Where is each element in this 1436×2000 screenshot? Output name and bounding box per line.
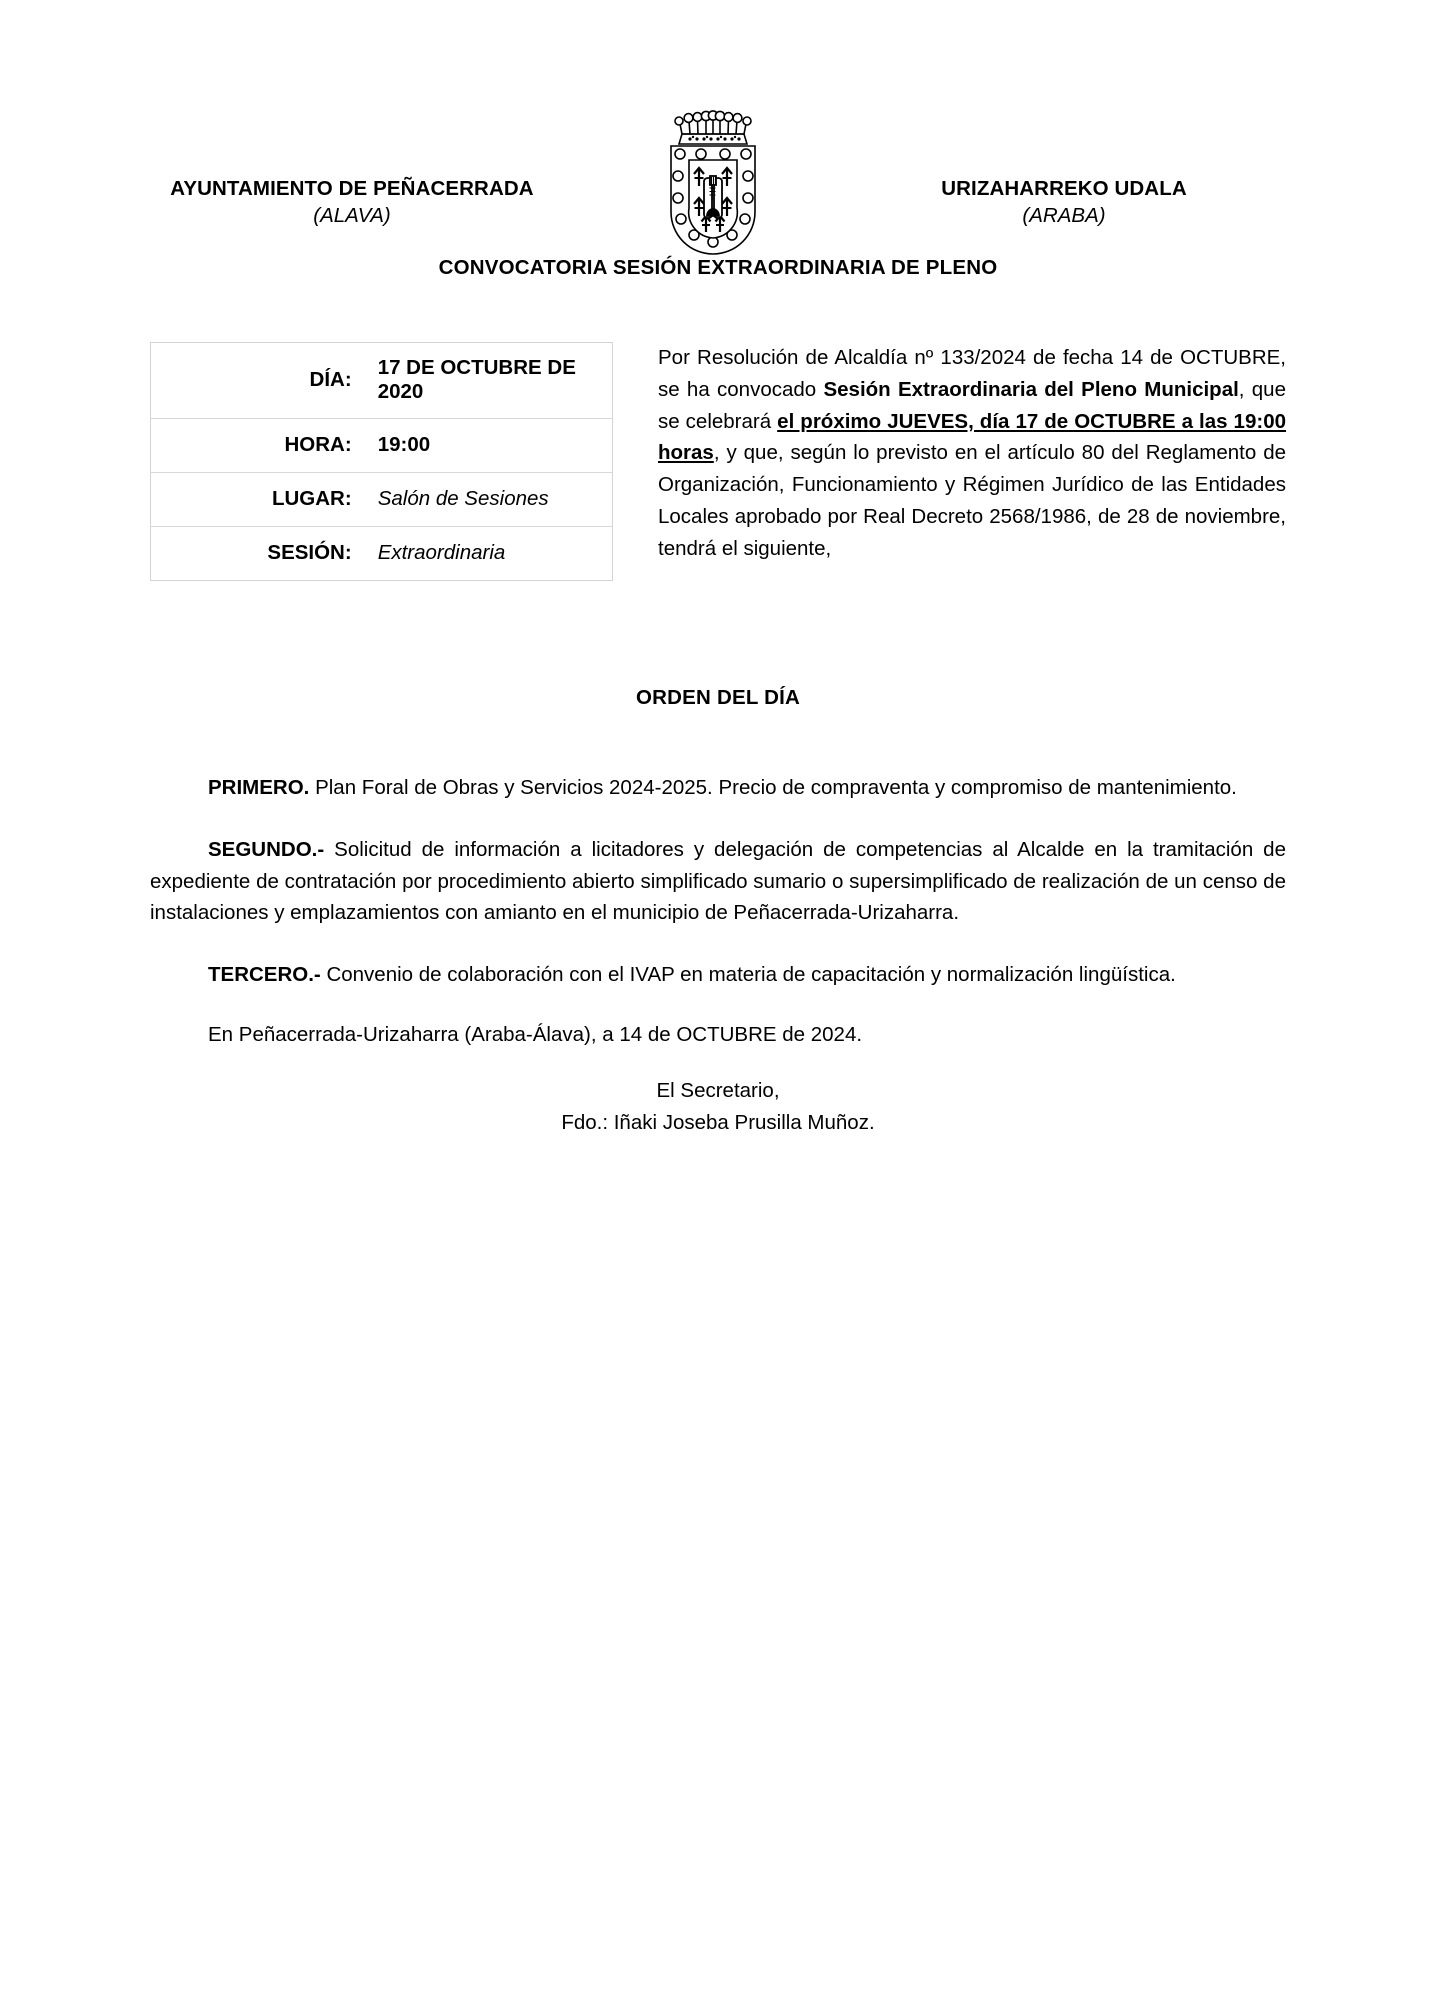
org-name-spanish: AYUNTAMIENTO DE PEÑACERRADA <box>170 177 534 200</box>
row-label-hora: HORA: <box>284 433 352 456</box>
signer-role: El Secretario, <box>656 1078 780 1102</box>
intro-paragraph <box>658 342 1286 564</box>
org-subtitle-spanish: (ALAVA) <box>313 203 391 227</box>
meeting-details-section <box>150 342 1286 612</box>
intro-text-part3: , y que, según lo previsto en el artículo 80 del Reglamento de Organización, Funcionamiento y Régimen Jurídico de las Entidades Locales aprobado por Real Decreto 2568/1986, de 28 de noviembre, tendrá el siguiente, <box>658 441 1286 560</box>
agenda-label-segundo: SEGUNDO.- <box>208 837 325 861</box>
agenda-item-segundo <box>150 834 1286 929</box>
table-row <box>151 419 613 473</box>
table-row <box>151 343 613 419</box>
agenda-item-tercero <box>150 959 1286 991</box>
org-name-basque: URIZAHARREKO UDALA <box>941 177 1187 200</box>
closing-place-date: En Peñacerrada-Urizaharra (Araba-Álava), a 14 de OCTUBRE de 2024. <box>208 1022 863 1046</box>
row-value-dia: 17 DE OCTUBRE DE 2020 <box>377 356 576 403</box>
intro-text-part2: , que se celebrará <box>658 377 1286 433</box>
table-row <box>151 473 613 527</box>
row-value-hora: 19:00 <box>377 433 431 456</box>
agenda-text-tercero: Convenio de colaboración con el IVAP en materia de capacitación y normalización lingüística. <box>320 963 1176 987</box>
agenda-label-primero: PRIMERO. <box>208 776 310 799</box>
org-block-basque <box>864 108 1264 229</box>
org-subtitle-basque: (ARABA) <box>1022 203 1106 227</box>
row-label-sesion: SESIÓN: <box>267 541 352 564</box>
intro-bold-session: Sesión Extraordinaria del Pleno Municipal <box>823 377 1239 401</box>
signature-block <box>150 1075 1286 1141</box>
agenda-item-primero <box>150 772 1286 804</box>
row-value-lugar: Salón de Sesiones <box>377 487 549 510</box>
signer-name: Fdo.: Iñaki Joseba Prusilla Muñoz. <box>561 1111 875 1135</box>
agenda-list <box>150 772 1286 991</box>
page-title: CONVOCATORIA SESIÓN EXTRAORDINARIA DE PLENO <box>438 256 998 279</box>
row-value-sesion: Extraordinaria <box>377 541 506 564</box>
coat-of-arms-icon <box>649 108 777 268</box>
row-label-dia: DÍA: <box>309 368 352 391</box>
orden-del-dia-heading: ORDEN DEL DÍA <box>636 686 800 709</box>
meeting-details-table <box>150 342 613 581</box>
agenda-text-segundo: Solicitud de información a licitadores y delegación de competencias al Alcalde en la tramitación de expediente de contratación por procedimiento abierto simplificado sumario o supersimplificado de realización de un censo de instalaciones y emplazamientos con amianto en el municipio de Peñacerrada-Urizaharra. <box>150 837 1286 925</box>
agenda-label-tercero: TERCERO.- <box>208 963 321 987</box>
row-label-lugar: LUGAR: <box>271 487 352 510</box>
intro-paragraph-column <box>658 342 1286 564</box>
intro-text-part1: Por Resolución de Alcaldía nº 133/2024 de fecha 14 de OCTUBRE, se ha convocado <box>658 346 1286 401</box>
intro-bold-underline-datetime: el próximo JUEVES, día 17 de OCTUBRE a las 19:00 horas <box>658 409 1286 465</box>
agenda-text-primero: Plan Foral de Obras y Servicios 2024-2025. Precio de compraventa y compromiso de mantenimiento. <box>309 776 1237 799</box>
org-block-spanish <box>142 108 562 229</box>
table-row <box>151 527 613 581</box>
document-header <box>150 0 1286 227</box>
